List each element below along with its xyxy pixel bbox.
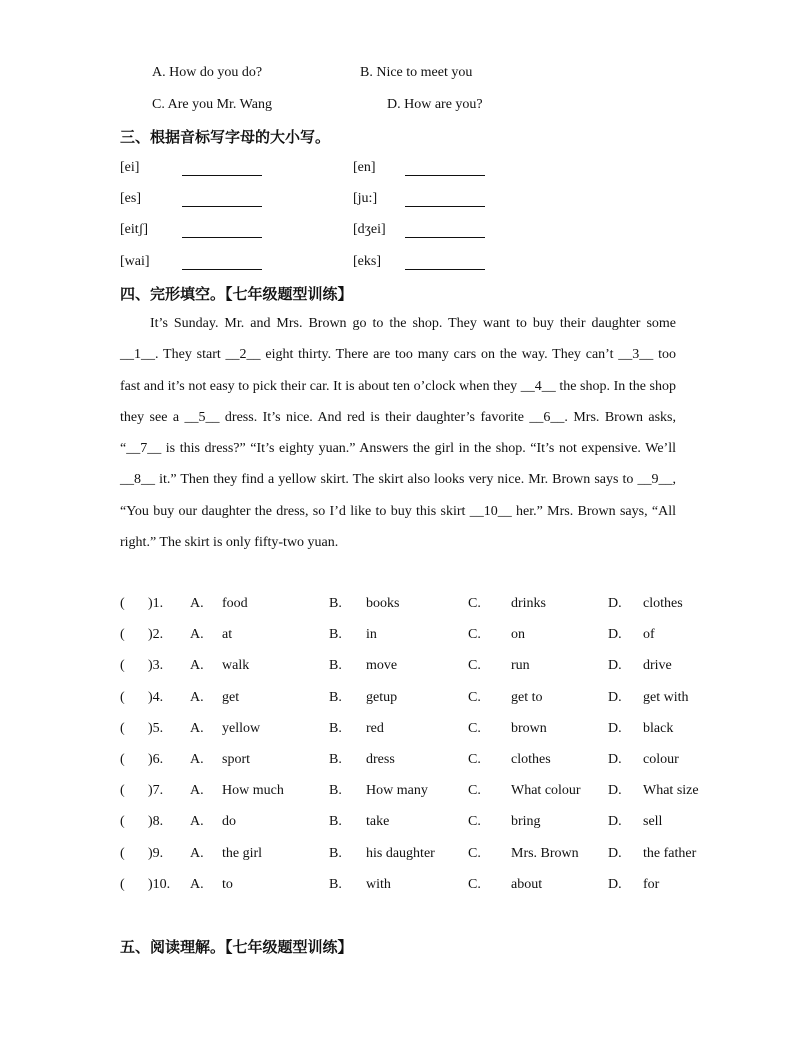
option-text: Nice to meet you <box>376 65 473 80</box>
choice-text: black <box>643 720 674 736</box>
choice-text: on <box>511 627 525 643</box>
choice-text: colour <box>643 752 679 767</box>
phonetic-item <box>120 191 141 207</box>
answer-paren[interactable]: ( <box>120 845 125 861</box>
phonetic-symbol: [wai] <box>120 254 150 269</box>
question-number: )3. <box>148 658 164 674</box>
choice-letter: A. <box>190 627 204 643</box>
question-number: )7. <box>148 783 164 799</box>
question-number: )1. <box>148 596 164 611</box>
choice-letter: B. <box>329 845 342 861</box>
choice-text: do <box>222 814 236 830</box>
choice-letter: C. <box>468 689 481 705</box>
choice-letter: B. <box>329 658 342 674</box>
choice-text: take <box>366 814 390 830</box>
answer-paren[interactable]: ( <box>120 783 125 799</box>
choice-text: clothes <box>511 752 551 767</box>
answer-paren[interactable]: ( <box>120 814 125 830</box>
question-number: )8. <box>148 814 164 830</box>
choice-text: of <box>643 627 655 643</box>
choice-letter: D. <box>608 783 622 799</box>
choice-letter: C. <box>468 627 481 643</box>
answer-paren[interactable]: ( <box>120 689 125 705</box>
passage-text: It’s Sunday. Mr. and Mrs. Brown go to the shop. They want to buy their daughter some __1__. They start __2__ eight thirty. There are too many cars on the way. They can’t __3__ too fast and it’s not easy to pick their car. It is about ten o’clock when they __4__ the shop. In the shop they see a __5__ dress. It’s nice. And red is their daughter’s favorite __6__. Mrs. Brown asks, “__7__ is this dress?” “It’s eighty yuan.” Answers the girl in the shop. “It’s not expensive. We’ll __8__ it.” Then they find a yellow skirt. The skirt also looks very nice. Mr. Brown says to __9__, “You buy our daughter the dress, so I’d like to buy this skirt __10__ her.” Mrs. Brown says, “All right.” The skirt is only fifty-two yuan. <box>120 316 676 551</box>
phonetic-item <box>120 160 139 176</box>
phonetic-symbol: [eks] <box>353 254 381 269</box>
answer-blank[interactable] <box>182 160 262 176</box>
answer-blank[interactable] <box>182 222 262 238</box>
question-number: )5. <box>148 720 164 736</box>
choice-letter: D. <box>608 658 622 674</box>
option-text: Are you Mr. Wang <box>167 97 272 112</box>
choice-letter: C. <box>468 596 481 611</box>
choice-text: the father <box>643 845 697 861</box>
answer-blank[interactable] <box>405 222 485 238</box>
phonetic-item <box>120 254 150 270</box>
answer-blank[interactable] <box>405 191 485 207</box>
choice-text: What colour <box>511 783 581 799</box>
choice-letter: B. <box>329 627 342 643</box>
option-b <box>360 65 472 81</box>
question-row <box>0 846 794 866</box>
choice-text: Mrs. Brown <box>511 845 579 861</box>
phonetic-symbol: [eitʃ] <box>120 222 148 237</box>
answer-blank[interactable] <box>405 254 485 270</box>
option-d <box>387 97 483 113</box>
answer-paren[interactable]: ( <box>120 720 125 736</box>
choice-letter: A. <box>190 658 204 674</box>
option-text: How are you? <box>404 97 483 112</box>
choice-text: with <box>366 876 391 892</box>
choice-text: walk <box>222 658 250 674</box>
choice-letter: A. <box>190 596 204 611</box>
answer-paren[interactable]: ( <box>120 658 125 674</box>
choice-letter: A. <box>190 876 204 892</box>
choice-letter: C. <box>468 876 481 892</box>
option-c <box>152 97 272 113</box>
choice-text: books <box>366 596 400 611</box>
answer-blank[interactable] <box>405 160 485 176</box>
question-row <box>0 721 794 741</box>
section3-title: 三、根据音标写字母的大小写。 <box>120 128 331 146</box>
question-number: )4. <box>148 689 164 705</box>
choice-text: drive <box>643 658 672 674</box>
option-letter: C. <box>152 97 165 112</box>
choice-letter: D. <box>608 689 622 705</box>
choice-letter: D. <box>608 627 622 643</box>
phonetic-item <box>353 160 376 176</box>
choice-text: getup <box>366 689 398 705</box>
choice-letter: A. <box>190 689 204 705</box>
choice-text: red <box>366 720 384 736</box>
option-letter: A. <box>152 65 166 80</box>
question-number: )10. <box>148 876 171 892</box>
choice-letter: C. <box>468 783 481 799</box>
choice-text: run <box>511 658 530 674</box>
choice-text: How much <box>222 783 284 799</box>
question-row <box>0 690 794 710</box>
question-row <box>0 627 794 647</box>
choice-letter: B. <box>329 876 342 892</box>
choice-letter: A. <box>190 720 204 736</box>
question-number: )9. <box>148 845 164 861</box>
question-row <box>0 658 794 678</box>
cloze-passage <box>120 308 676 558</box>
choice-text: in <box>366 627 377 643</box>
question-row <box>0 752 794 772</box>
choice-letter: B. <box>329 596 342 611</box>
choice-letter: C. <box>468 752 481 767</box>
section5-title: 五、阅读理解。【七年级题型训练】 <box>120 938 353 956</box>
choice-text: sell <box>643 814 663 830</box>
choice-letter: D. <box>608 845 622 861</box>
question-row <box>0 814 794 834</box>
choice-letter: B. <box>329 752 342 767</box>
answer-paren[interactable]: ( <box>120 752 125 767</box>
choice-text: get <box>222 689 240 705</box>
choice-text: bring <box>511 814 541 830</box>
choice-text: at <box>222 627 233 643</box>
choice-text: for <box>643 876 660 892</box>
choice-text: get to <box>511 689 543 705</box>
choice-letter: A. <box>190 814 204 830</box>
option-text: How do you do? <box>169 65 263 80</box>
choice-letter: D. <box>608 814 622 830</box>
choice-text: brown <box>511 720 547 736</box>
choice-text: move <box>366 658 398 674</box>
phonetic-symbol: [dʒei] <box>353 222 386 237</box>
question-number: )6. <box>148 752 164 767</box>
choice-letter: C. <box>468 658 481 674</box>
answer-blank[interactable] <box>182 254 262 270</box>
phonetic-item <box>353 191 377 207</box>
question-number: )2. <box>148 627 164 643</box>
phonetic-symbol: [en] <box>353 160 376 175</box>
phonetic-item <box>120 222 148 238</box>
choice-letter: A. <box>190 783 204 799</box>
choice-letter: C. <box>468 845 481 861</box>
choice-text: clothes <box>643 596 683 611</box>
choice-text: dress <box>366 752 395 767</box>
section4-title: 四、完形填空。【七年级题型训练】 <box>120 285 353 303</box>
choice-text: food <box>222 596 248 611</box>
phonetic-symbol: [es] <box>120 191 141 206</box>
choice-text: How many <box>366 783 428 799</box>
choice-letter: A. <box>190 845 204 861</box>
option-a <box>152 65 262 81</box>
answer-paren[interactable]: ( <box>120 876 125 892</box>
choice-text: his daughter <box>366 845 435 861</box>
answer-paren[interactable]: ( <box>120 596 125 611</box>
option-letter: D. <box>387 97 401 112</box>
choice-letter: A. <box>190 752 204 767</box>
question-row <box>0 877 794 897</box>
option-letter: B. <box>360 65 373 80</box>
choice-text: sport <box>222 752 250 767</box>
choice-letter: C. <box>468 814 481 830</box>
choice-text: the girl <box>222 845 263 861</box>
choice-letter: B. <box>329 783 342 799</box>
choice-text: to <box>222 876 233 892</box>
choice-letter: B. <box>329 814 342 830</box>
answer-paren[interactable]: ( <box>120 627 125 643</box>
choice-letter: B. <box>329 720 342 736</box>
phonetic-item <box>353 222 386 238</box>
question-row <box>0 783 794 803</box>
choice-letter: D. <box>608 596 622 611</box>
choice-letter: D. <box>608 876 622 892</box>
choice-text: What size <box>643 783 699 799</box>
choice-text: yellow <box>222 720 261 736</box>
choice-text: get with <box>643 689 689 705</box>
phonetic-symbol: [ei] <box>120 160 140 175</box>
phonetic-symbol: [ju:] <box>353 191 378 206</box>
phonetic-item <box>353 254 381 270</box>
choice-text: about <box>511 876 543 892</box>
choice-letter: B. <box>329 689 342 705</box>
question-row <box>0 596 794 616</box>
answer-blank[interactable] <box>182 191 262 207</box>
choice-letter: C. <box>468 720 481 736</box>
choice-letter: D. <box>608 720 622 736</box>
choice-text: drinks <box>511 596 546 611</box>
choice-letter: D. <box>608 752 622 767</box>
